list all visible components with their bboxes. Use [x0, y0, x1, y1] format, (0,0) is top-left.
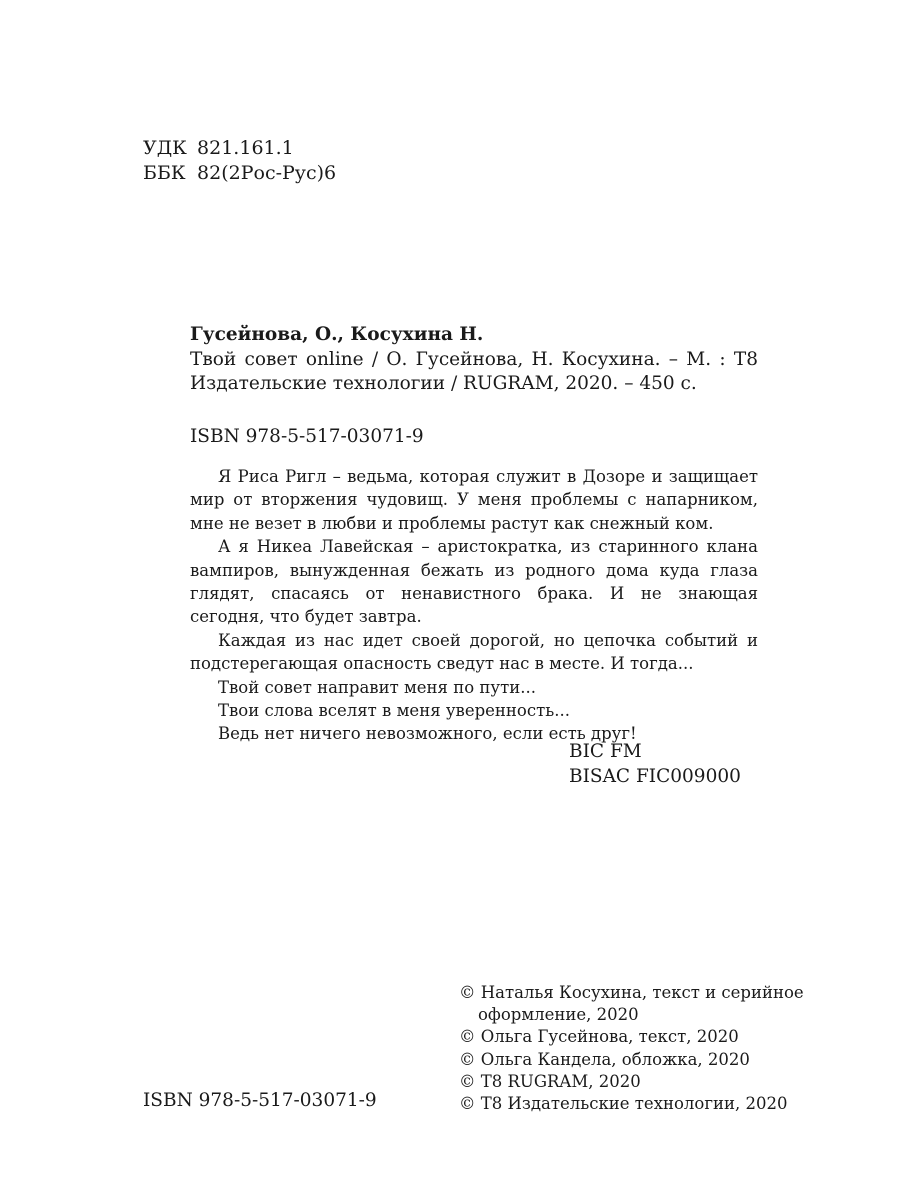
bbk-label: ББК: [143, 162, 186, 184]
udk-label: УДК: [143, 137, 187, 159]
annotation-paragraph: А я Никеа Лавейская – аристократка, из старинного клана вампиров, вынужденная бежать из родного дома куда глаза глядят, спасаясь от ненавистного брака. И не знающая сегодня, что будет завтра.: [190, 537, 758, 627]
copyright-line: © Т8 RUGRAM, 2020: [459, 1071, 641, 1091]
copyright-line: © Т8 Издательские технологии, 2020: [459, 1094, 788, 1114]
copyright-line: © Ольга Гусейнова, текст, 2020: [459, 1027, 739, 1047]
bbk-value: 82(2Рос-Рус)6: [197, 162, 337, 184]
copyright-notices: [459, 982, 804, 1115]
bibliographic-record: [190, 323, 758, 397]
annotation-paragraph: Твои слова вселят в меня уверенность...: [218, 701, 570, 721]
subject-codes: [569, 739, 741, 789]
annotation: [190, 465, 758, 746]
bisac-code: BISAC FIC009000: [569, 766, 741, 787]
classification-codes: [143, 136, 336, 186]
copyright-line: оформление, 2020: [478, 1005, 639, 1025]
annotation-paragraph: Твой совет направит меня по пути...: [218, 677, 536, 697]
annotation-paragraph: Я Риса Ригл – ведьма, которая служит в Дозоре и защищает мир от вторжения чудовищ. У меня проблемы с напарником, мне не везет в любви и проблемы растут как снежный ком.: [190, 467, 758, 533]
copyright-line: © Наталья Косухина, текст и серийное: [459, 983, 804, 1002]
udk-row: [143, 136, 336, 161]
annotation-paragraph: Ведь нет ничего невозможного, если есть друг!: [218, 724, 637, 744]
udk-value: 821.161.1: [197, 137, 294, 159]
isbn-bottom: ISBN 978-5-517-03071-9: [143, 1090, 377, 1111]
copyright-line: © Ольга Кандела, обложка, 2020: [459, 1049, 750, 1069]
annotation-paragraph: Каждая из нас идет своей дорогой, но цепочка событий и подстерегающая опасность сведут нас в месте. И тогда...: [190, 630, 758, 674]
authors-heading: Гусейнова, О., Косухина Н.: [190, 324, 484, 345]
isbn-top: ISBN 978-5-517-03071-9: [190, 426, 424, 447]
bbk-row: [143, 161, 336, 186]
bibliographic-entry: Твой совет online / О. Гусейнова, Н. Косухина. – М. : Т8 Издательские технологии / RUGRAM, 2020. – 450 с.: [190, 348, 758, 394]
bic-code: BIC FM: [569, 741, 642, 762]
